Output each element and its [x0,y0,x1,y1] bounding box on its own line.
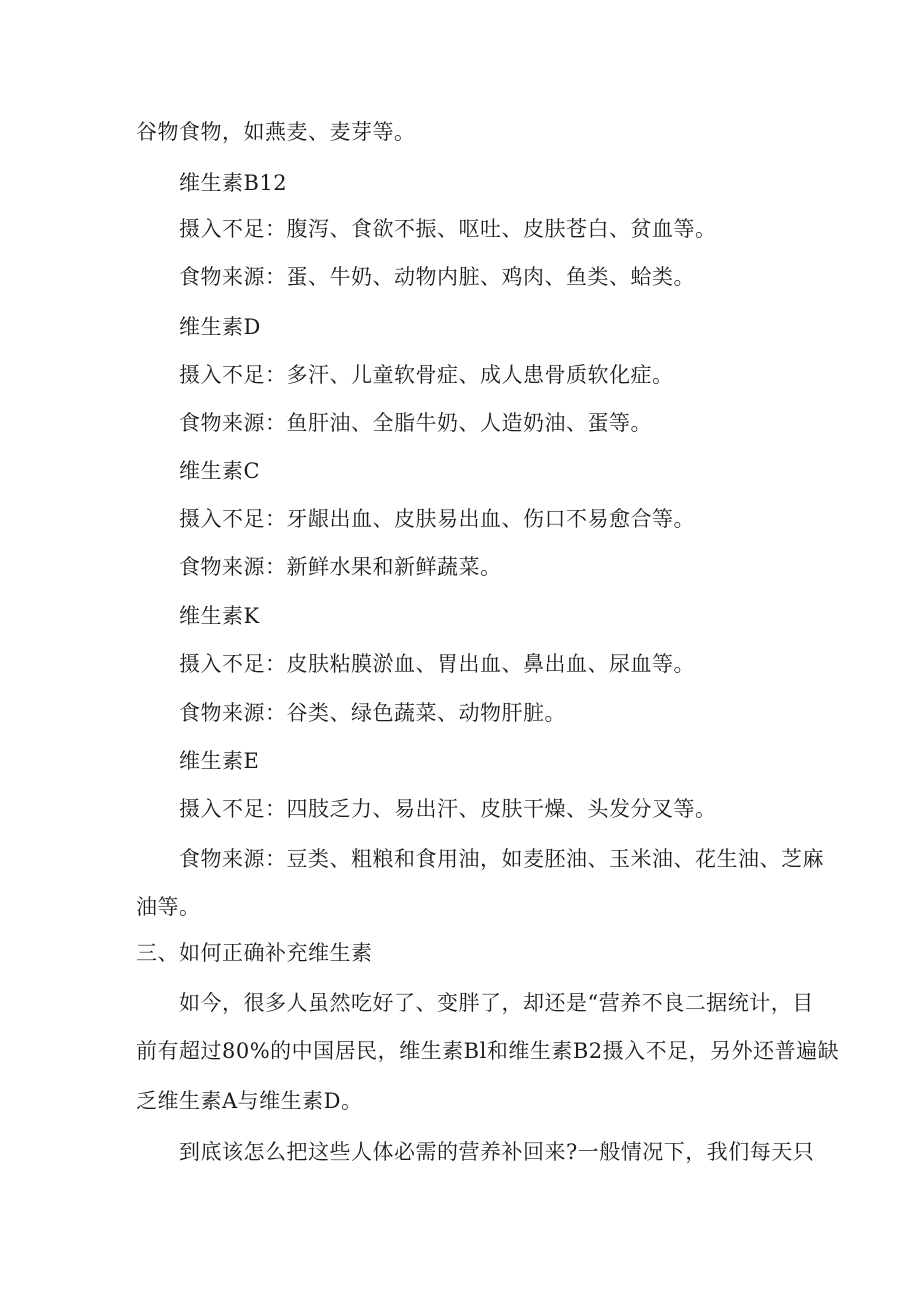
text-line: 到底该怎么把这些人体必需的营养补回来?一般情况下，我们每天只 [179,1140,815,1164]
text-line: 乏维生素A与维生素D。 [136,1089,363,1113]
text-line: 食物来源：豆类、粗粮和食用油，如麦胚油、玉米油、花生油、芝麻 [179,847,824,871]
text-line: 油等。 [136,895,201,919]
vitamin-heading: 维生素D [179,315,261,339]
text-line: 摄入不足：皮肤粘膜淤血、胃出血、鼻出血、尿血等。 [179,652,695,676]
text-line: 摄入不足：牙龈出血、皮肤易出血、伤口不易愈合等。 [179,507,695,531]
text-line: 摄入不足：多汗、儿童软骨症、成人患骨质软化症。 [179,363,674,387]
vitamin-heading: 维生素C [179,459,261,483]
section-heading: 三、如何正确补充维生素 [136,941,373,965]
vitamin-heading: 维生素E [179,749,260,773]
text-line: 谷物食物，如燕麦、麦芽等。 [136,120,416,144]
text-line: 摄入不足：四肢乏力、易出汗、皮肤干燥、头发分叉等。 [179,797,717,821]
text-line: 摄入不足：腹泻、食欲不振、呕吐、皮肤苍白、贫血等。 [179,217,717,241]
vitamin-heading: 维生素K [179,604,260,628]
text-line: 食物来源：蛋、牛奶、动物内脏、鸡肉、鱼类、蛤类。 [179,265,695,289]
vitamin-heading: 维生素B12 [179,171,288,195]
text-line: 食物来源：鱼肝油、全脂牛奶、人造奶油、蛋等。 [179,411,652,435]
text-line: 食物来源：谷类、绿色蔬菜、动物肝脏。 [179,701,566,725]
text-line: 食物来源：新鲜水果和新鲜蔬菜。 [179,555,502,579]
text-line: 如今，很多人虽然吃好了、变胖了，却还是“营养不良二据统计，目 [179,991,814,1015]
text-line: 前有超过80%的中国居民，维生素Bl和维生素B2摄入不足，另外还普遍缺 [136,1039,840,1063]
